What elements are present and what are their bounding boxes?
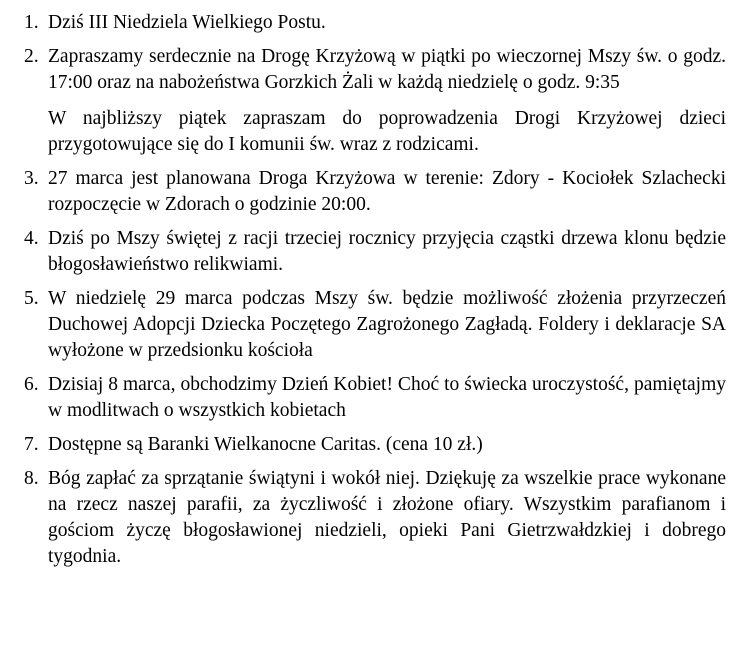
announcement-item-5 [0,286,754,364]
item-number: 6. [24,374,39,395]
item-number: 3. [24,168,39,189]
item-text: Zapraszamy serdecznie na Drogę Krzyżową w piątki po wieczornej Mszy św. o godz. 17:00 oraz na nabożeństwa Gorzkich Żali w każdą niedzielę o godz. 9:35 [48,46,726,93]
item-number: 1. [24,12,39,33]
announcement-item-4 [0,226,754,278]
item-number: 2. [24,46,39,67]
item-number: 4. [24,228,39,249]
announcement-item-6 [0,372,754,424]
item-text: W niedzielę 29 marca podczas Mszy św. będzie możliwość złożenia przyrzeczeń Duchowej Adopcji Dziecka Poczętego Zagrożonego Zagładą. Foldery i deklaracje SA wyłożone w przedsionku kościoła [48,288,726,361]
announcement-item-1 [0,10,754,36]
announcement-item-8 [0,466,754,570]
announcement-list [0,10,754,570]
item-text-continuation: W najbliższy piątek zapraszam do poprowadzenia Drogi Krzyżowej dzieci przygotowujące się do I komunii św. wraz z rodzicami. [48,108,726,155]
item-number: 7. [24,434,39,455]
item-number: 8. [24,468,39,489]
item-text: Dzisiaj 8 marca, obchodzimy Dzień Kobiet! Choć to świecka uroczystość, pamiętajmy w modlitwach o wszystkich kobietach [48,374,726,421]
item-text: Bóg zapłać za sprzątanie świątyni i wokół niej. Dziękuję za wszelkie prace wykonane na rzecz naszej parafii, za życzliwość i złożone ofiary. Wszystkim parafianom i gościom życzę błogosławionej niedzieli, opieki Pani Gietrzwałdzkiej i dobrego tygodnia. [48,468,726,567]
item-number: 5. [24,288,39,309]
announcement-item-7 [0,432,754,458]
announcement-item-3 [0,166,754,218]
item-text: Dziś III Niedziela Wielkiego Postu. [48,12,326,33]
announcement-item-2 [0,44,754,158]
item-text: 27 marca jest planowana Droga Krzyżowa w terenie: Zdory - Kociołek Szlachecki rozpoczęcie w Zdorach o godzinie 20:00. [48,168,726,215]
item-text: Dostępne są Baranki Wielkanocne Caritas. (cena 10 zł.) [48,434,483,455]
item-text: Dziś po Mszy świętej z racji trzeciej rocznicy przyjęcia cząstki drzewa klonu będzie błogosławieństwo relikwiami. [48,228,726,275]
announcements-document [0,10,754,570]
